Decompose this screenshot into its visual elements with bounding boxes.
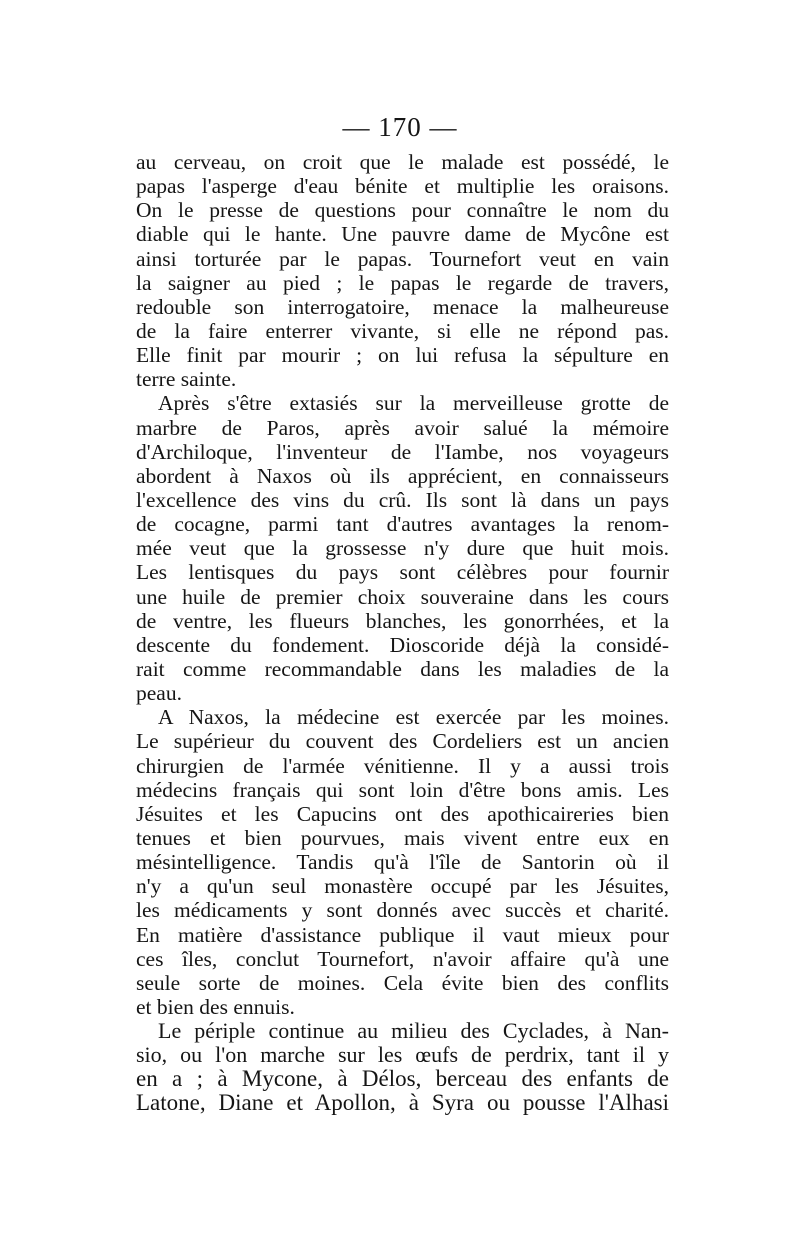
text-line: redouble son interrogatoire, menace la malheureuse [136, 294, 669, 319]
text-line: papas l'asperge d'eau bénite et multiplie les oraisons. [136, 174, 669, 199]
text-line: Latone, Diane et Apollon, à Syra ou pousse l'Alhasi [136, 1090, 669, 1116]
text-line: la saigner au pied ; le papas le regarde de travers, [136, 270, 669, 295]
text-line: médecins français qui sont loin d'être bons amis. Les [136, 777, 669, 802]
text-line: seule sorte de moines. Cela évite bien des conflits [136, 970, 669, 995]
text-line: rait comme recommandable dans les maladies de la [136, 656, 669, 681]
text-line: mée veut que la grossesse n'y dure que huit mois. [136, 536, 669, 561]
text-line: au cerveau, on croit que le malade est possédé, le [136, 150, 669, 174]
text-line: marbre de Paros, après avoir salué la mémoire [136, 415, 669, 440]
paragraph-start: Le périple continue au milieu des Cyclades, à Nan- [158, 1018, 669, 1044]
text-line: chirurgien de l'armée vénitienne. Il y a aussi trois [136, 753, 669, 778]
text-line: de ventre, les flueurs blanches, les gonorrhées, et la [136, 608, 669, 633]
body-text [136, 150, 669, 1116]
text-line: ainsi torturée par le papas. Tournefort veut en vain [136, 246, 669, 271]
text-line: terre sainte. [136, 367, 237, 392]
text-line: abordent à Naxos où ils apprécient, en connaisseurs [136, 463, 669, 488]
text-line: En matière d'assistance publique il vaut mieux pour [136, 922, 669, 947]
text-line: Le supérieur du couvent des Cordeliers est un ancien [136, 729, 669, 754]
text-line: les médicaments y sont donnés avec succès et charité. [136, 898, 669, 923]
text-line: en a ; à Mycone, à Délos, berceau des enfants de [136, 1066, 669, 1092]
text-line: de la faire enterrer vivante, si elle ne répond pas. [136, 318, 669, 343]
text-line: et bien des ennuis. [136, 994, 295, 1019]
text-line: de cocagne, parmi tant d'autres avantages la renom- [136, 512, 669, 537]
paragraph-start: A Naxos, la médecine est exercée par les moines. [158, 705, 669, 730]
text-line: tenues et bien pourvues, mais vivent entre eux en [136, 825, 669, 850]
text-line: n'y a qu'un seul monastère occupé par les Jésuites, [136, 874, 669, 899]
text-line: d'Archiloque, l'inventeur de l'Iambe, nos voyageurs [136, 439, 669, 464]
text-line: Elle finit par mourir ; on lui refusa la sépulture en [136, 343, 669, 368]
text-line: mésintelligence. Tandis qu'à l'île de Santorin où il [136, 850, 669, 875]
text-line: ces îles, conclut Tournefort, n'avoir affaire qu'à une [136, 946, 669, 971]
text-line: diable qui le hante. Une pauvre dame de Mycône est [136, 222, 669, 247]
text-line: sio, ou l'on marche sur les œufs de perdrix, tant il y [136, 1042, 669, 1068]
text-line: l'excellence des vins du crû. Ils sont là dans un pays [136, 487, 669, 512]
text-line: une huile de premier choix souveraine dans les cours [136, 584, 669, 609]
paragraph-start: Après s'être extasiés sur la merveilleuse grotte de [158, 391, 669, 416]
text-line: Les lentisques du pays sont célèbres pour fournir [136, 560, 669, 585]
text-line: Jésuites et les Capucins ont des apothicaireries bien [136, 801, 669, 826]
page-number: — 170 — [342, 112, 458, 142]
text-line: peau. [136, 681, 182, 706]
text-line: On le presse de questions pour connaître le nom du [136, 198, 669, 223]
text-line: descente du fondement. Dioscoride déjà la considé- [136, 632, 669, 657]
